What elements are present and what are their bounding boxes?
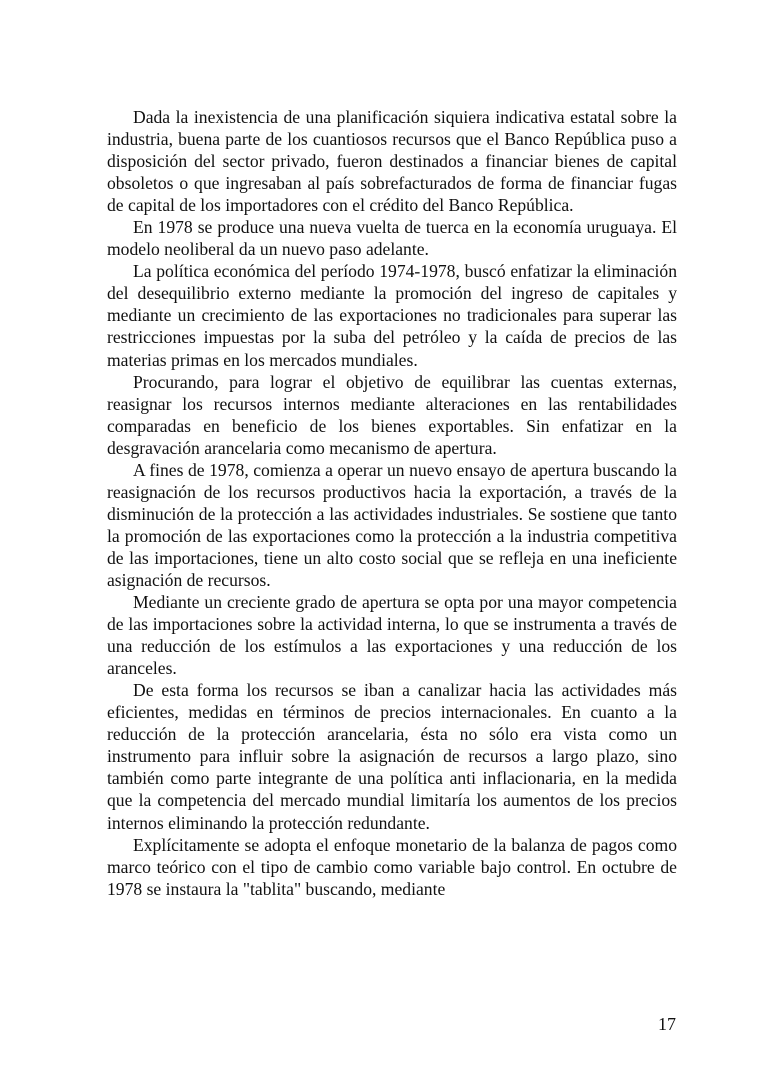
paragraph-7: De esta forma los recursos se iban a canalizar hacia las actividades más eficientes, medidas en términos de precios internacionales. En cuanto a la reducción de la protección arancelaria, ésta no sólo era vista como un instrumento para influir sobre la asignación de recursos a largo plazo, sino también como parte integrante de una política anti inflacionaria, en la medida que la competencia del mercado mundial limitaría los aumentos de los precios internos eliminando la protección redundante. [107, 680, 677, 833]
paragraph-8: Explícitamente se adopta el enfoque monetario de la balanza de pagos como marco teórico con el tipo de cambio como variable bajo control. En octubre de 1978 se instaura la "tablita" buscando, mediante [107, 834, 677, 899]
paragraph-5: A fines de 1978, comienza a operar un nuevo ensayo de apertura buscando la reasignación de los recursos productivos hacia la exportación, a través de la disminución de la protección a las actividades industriales. Se sostiene que tanto la promoción de las exportaciones como la protección a la industria competitiva de las importaciones, tiene un alto costo social que se refleja en una ineficiente asignación de recursos. [107, 459, 677, 590]
paragraph-4: Procurando, para lograr el objetivo de equilibrar las cuentas externas, reasignar los recursos internos mediante alteraciones en las rentabilidades comparadas en beneficio de los bienes exportables. Sin enfatizar en la desgravación arancelaria como mecanismo de apertura. [107, 371, 677, 458]
page-number: 17 [658, 1014, 676, 1034]
paragraph-3: La política económica del período 1974-1978, buscó enfatizar la eliminación del desequilibrio externo mediante la promoción del ingreso de capitales y mediante un crecimiento de las exportaciones no tradicionales para superar las restricciones impuestas por la suba del petróleo y la caída de precios de las materias primas en los mercados mundiales. [107, 261, 677, 370]
paragraph-2: En 1978 se produce una nueva vuelta de tuerca en la economía uruguaya. El modelo neoliberal da un nuevo paso adelante. [107, 217, 677, 260]
paragraph-6: Mediante un creciente grado de apertura se opta por una mayor competencia de las importaciones sobre la actividad interna, lo que se instrumenta a través de una reducción de los estímulos a las exportaciones y una reducción de los aranceles. [107, 592, 677, 679]
page-body [107, 106, 677, 900]
paragraph-1: Dada la inexistencia de una planificación siquiera indicativa estatal sobre la industria, buena parte de los cuantiosos recursos que el Banco República puso a disposición del sector privado, fueron destinados a financiar bienes de capital obsoletos o que ingresaban al país sobrefacturados de forma de financiar fugas de capital de los importadores con el crédito del Banco República. [107, 107, 677, 216]
